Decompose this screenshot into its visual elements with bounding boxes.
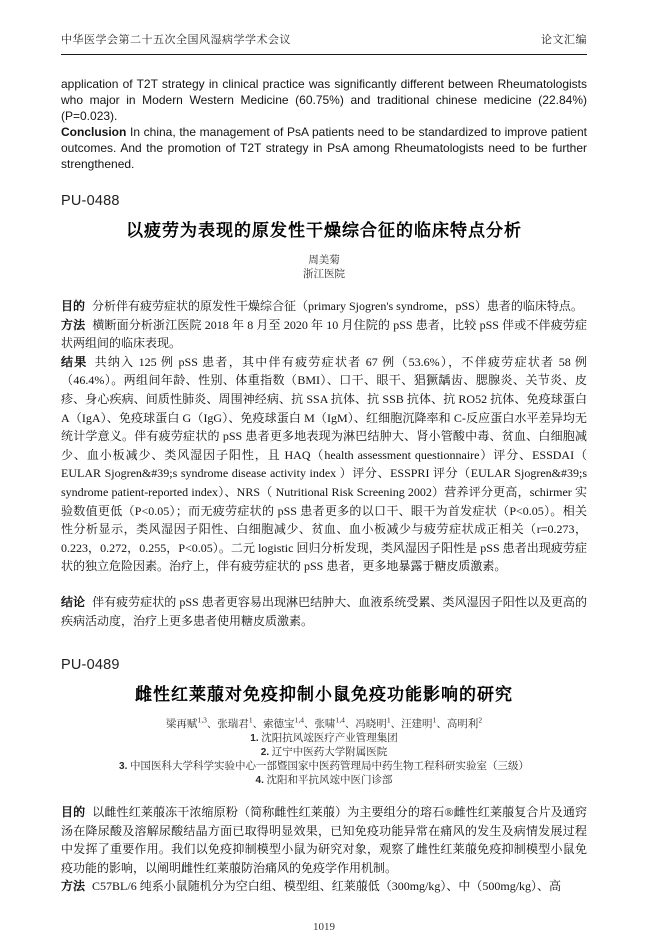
section-text-objective: 分析伴有疲劳症状的原发性干燥综合征（primary Sjogren's syndrome，pSS）患者的临床特点。 bbox=[92, 299, 583, 313]
abstract-authors bbox=[61, 715, 587, 732]
abstract-title: 以疲劳为表现的原发性干燥综合征的临床特点分析 bbox=[126, 221, 522, 240]
section-text-methods: 横断面分析浙江医院 2018 年 8 月至 2020 年 10 月住院的 pSS 患者，比较 pSS 伴或不伴疲劳症状两组间的临床表现。 bbox=[61, 317, 587, 351]
page-number: 1019 bbox=[313, 921, 335, 933]
author-separator: 、 bbox=[390, 719, 402, 731]
affiliation-line bbox=[61, 760, 587, 774]
section-label-results: 结果 bbox=[61, 354, 88, 369]
section-objective bbox=[61, 297, 587, 316]
affiliation-name: 沈阳抗风竤医疗产业管理集团 bbox=[261, 733, 398, 745]
section-label-objective: 目的 bbox=[61, 299, 86, 313]
author-affil-sup: 1 bbox=[432, 715, 437, 725]
author-separator: 、 bbox=[252, 719, 264, 731]
author-affil-sup: 1,3 bbox=[197, 715, 207, 725]
conclusion-text: In china, the management of PsA patients need to be standardized to improve patient outcomes. And the promotion of T2T strategy in PsA among Rheumatologists need to be further strengthened. bbox=[61, 125, 587, 171]
section-results bbox=[61, 353, 587, 576]
affiliation-number: 1. bbox=[250, 733, 259, 745]
affiliation-number: 2. bbox=[260, 747, 270, 759]
abstract-pu-0488 bbox=[61, 193, 587, 630]
affiliation-number: 3. bbox=[119, 761, 128, 773]
section-methods bbox=[61, 877, 587, 896]
previous-abstract-results-continuation: application of T2T strategy in clinical practice was significantly different between Rheumatologists who major in Modern Western Medicine (60.75%) and traditional chinese medicine (22.84%) (P=0.023). bbox=[61, 77, 587, 123]
section-text-conclusion: 伴有疲劳症状的 pSS 患者更容易出现淋巴结肿大、血液系统受累、类风湿因子阳性以及更高的疾病活动度，治疗上更多患者使用糖皮质激素。 bbox=[61, 594, 587, 628]
abstract-code: PU-0489 bbox=[61, 657, 120, 674]
section-label-objective: 目的 bbox=[61, 805, 86, 820]
author-affil-sup: 1 bbox=[386, 715, 391, 725]
author-name: 索德宝 bbox=[263, 719, 295, 731]
abstract-body bbox=[61, 803, 587, 896]
abstract-code: PU-0488 bbox=[61, 193, 120, 209]
abstract-affiliation: 浙江医院 bbox=[303, 269, 345, 280]
running-header bbox=[61, 0, 587, 55]
header-conference-title: 中华医学会第二十五次全国风湿病学学术会议 bbox=[61, 34, 291, 46]
author-name: 冯晓明 bbox=[355, 719, 387, 731]
section-label-conclusion: 结论 bbox=[61, 594, 86, 609]
affiliation-line bbox=[61, 774, 587, 788]
author-separator: 、 bbox=[436, 719, 447, 731]
author-name: 汪建明 bbox=[401, 719, 433, 731]
author-affil-sup: 1,4 bbox=[335, 715, 345, 725]
author-name: 高明利 bbox=[446, 719, 479, 731]
abstract-title: 雌性红莱菔对免疫抑制小鼠免疫功能影响的研究 bbox=[135, 685, 513, 705]
section-text-methods: C57BL/6 纯系小鼠随机分为空白组、模型组、红莱菔低（300mg/kg）、中（500mg/kg）、高 bbox=[92, 879, 562, 894]
affiliation-number: 4. bbox=[255, 775, 264, 787]
section-conclusion bbox=[61, 593, 587, 630]
affiliation-line bbox=[61, 732, 587, 746]
abstract-pu-0489 bbox=[61, 657, 587, 896]
affiliation-name: 中国医科大学科学实验中心一部暨国家中医药管理局中药生物工程科研实验室（三级） bbox=[129, 761, 529, 773]
section-text-results: 共纳入 125 例 pSS 患者，其中伴有疲劳症状者 67 例（53.6%），不伴疲劳症状者 58 例（46.4%）。两组间年龄、性别、体重指数（BMI）、口干、眼干、猖獗龋齿、腮腺炎、关节炎、皮疹、身心疾病、间质性肺炎、周围神经病、抗 SSA 抗体、抗 SSB 抗体、抗 RO52 抗体、免疫球蛋白 A（IgA）、免疫球蛋白 G（IgG）、免疫球蛋白 M（IgM）、红细胞沉降率和 C-反应蛋白水平差异均无统计学意义。伴有疲劳症状的 pSS 患者更多地表现为淋巴结肿大、肾小管酸中毒、贫血、白细胞减少、血小板减少、类风湿因子阳性，且 HAQ（health assessment questionnaire）评分、ESSDAI（ EULAR Sjogren&#39;s syndrome disease activity index ）评分、ESSPRI 评分（EULAR Sjogren&#39;s syndrome patient-reported index）、NRS（ Nutritional Risk Screening 2002）营养评分更高，schirmer 实验数值更低（P<0.05）；而无疲劳症状的 pSS 患者更多的以口干、眼干为首发症状（P<0.05）。相关性分析显示，类风湿因子阳性、白细胞减少、贫血、血小板减少与疲劳症状成正相关（r=0.273，0.223，0.272，0.255，P<0.05）。二元 logistic 回归分析发现，类风湿因子阳性是 pSS 患者出现疲劳症状的独立危险因素。治疗上，伴有疲劳症状的 pSS 患者，更多地暴露于糖皮质激素。 bbox=[61, 354, 587, 574]
section-methods bbox=[61, 316, 587, 353]
author-name: 梁再赋 bbox=[165, 719, 198, 731]
author-separator: 、 bbox=[206, 719, 218, 731]
author-separator: 、 bbox=[344, 719, 356, 731]
author-name: 张啸 bbox=[314, 719, 336, 731]
author-affil-sup: 2 bbox=[478, 715, 483, 725]
affiliation-line bbox=[61, 746, 587, 760]
section-label-methods: 方法 bbox=[61, 317, 86, 332]
affiliation-name: 沈阳和平抗风竤中医门诊部 bbox=[266, 775, 393, 787]
author-affil-sup: 1 bbox=[248, 715, 253, 725]
author-separator: 、 bbox=[303, 719, 315, 731]
abstract-body bbox=[61, 297, 587, 630]
affiliation-name: 辽宁中医药大学附属医院 bbox=[271, 747, 388, 759]
author-name: 张瑞君 bbox=[217, 719, 249, 731]
abstract-author: 周美菊 bbox=[308, 255, 340, 266]
section-objective bbox=[61, 803, 587, 877]
previous-abstract-conclusion bbox=[61, 124, 587, 172]
section-label-methods: 方法 bbox=[61, 879, 86, 894]
conclusion-label: Conclusion bbox=[61, 125, 127, 139]
header-volume-label: 论文汇编 bbox=[541, 34, 587, 46]
section-text-objective: 以雌性红莱菔冻干浓缩原粉（简称雌性红莱菔）为主要组分的瑢石®雌性红莱菔复合片及通窍汤在降尿酸及溶解尿酸结晶方面已取得明显效果，已知免疫功能异常在痛风的发生及病情发展过程中发挥了重要作用。我们以免疫抑制模型小鼠为研究对象，观察了雌性红莱菔免疫抑制模型小鼠免疫功能的影响，以阐明雌性红莱菔防治痛风的免疫学作用机制。 bbox=[61, 805, 587, 875]
previous-abstract-tail bbox=[61, 76, 587, 172]
author-affil-sup: 1,4 bbox=[294, 715, 304, 725]
